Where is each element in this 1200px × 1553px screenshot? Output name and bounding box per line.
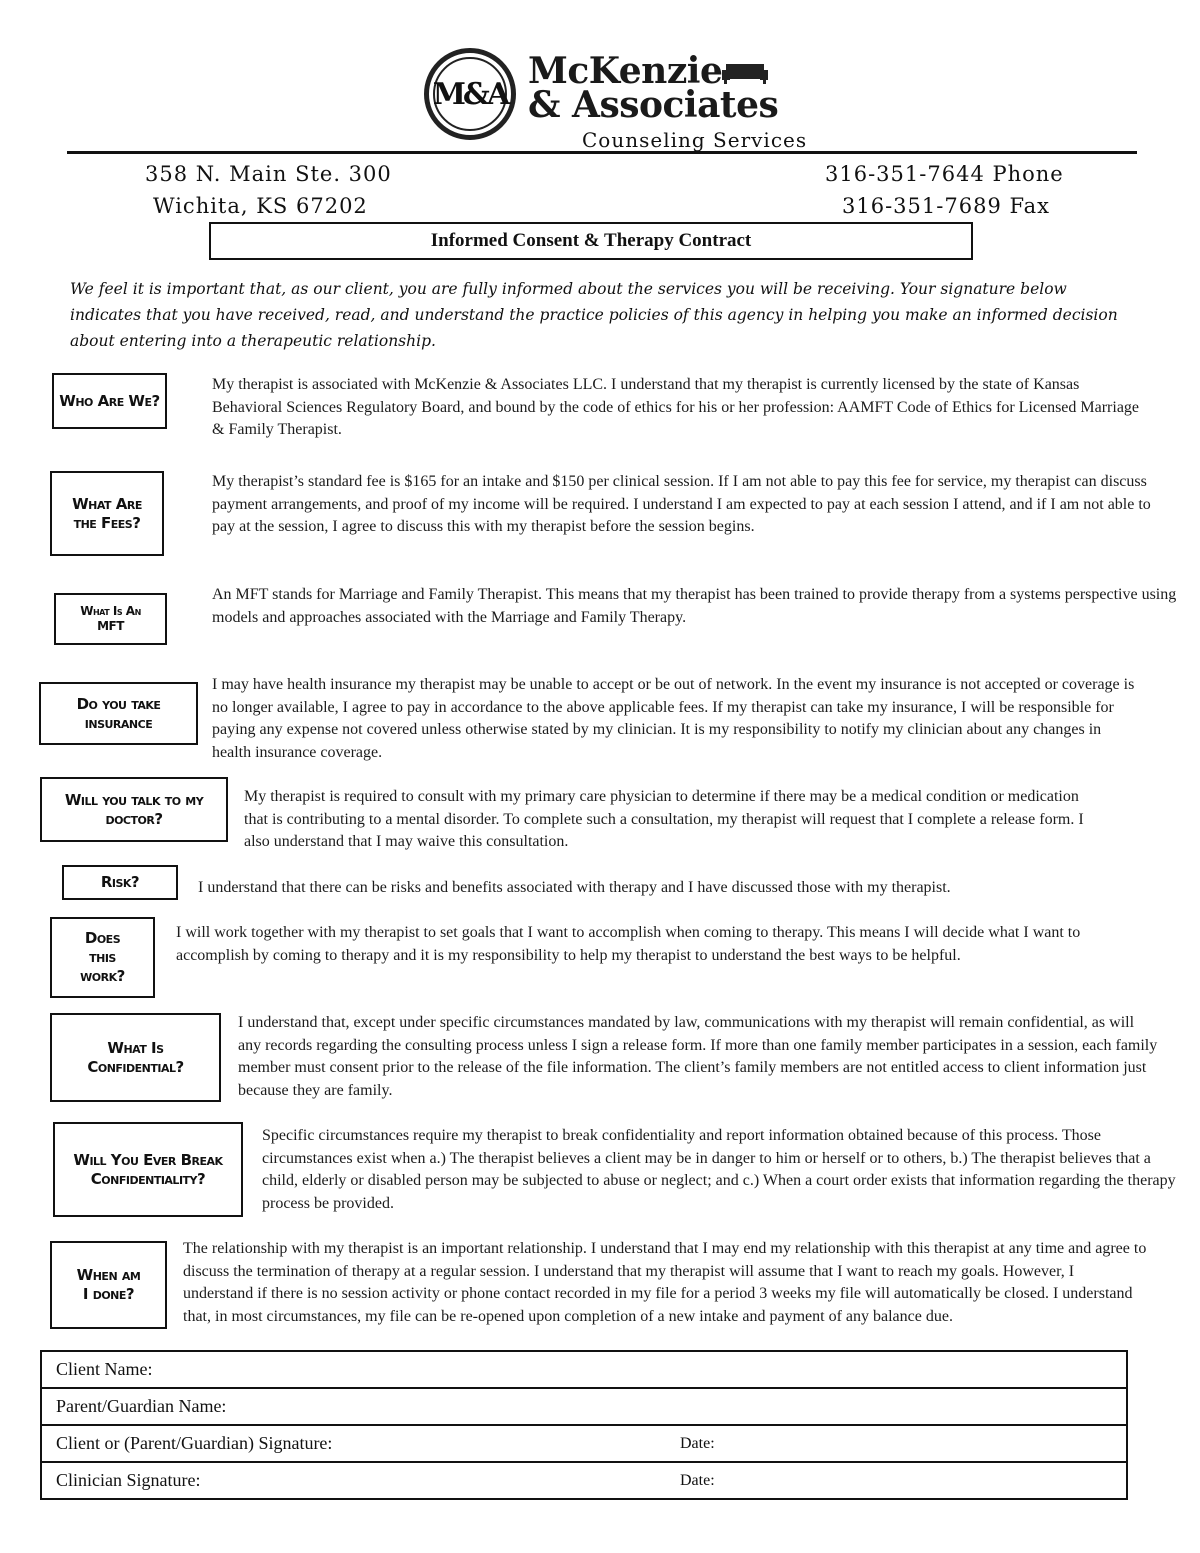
- client-signature-field[interactable]: [41, 1425, 1127, 1462]
- section-text-risk: I understand that there can be risks and benefits associated with therapy and I have discussed those with my therapist.: [198, 879, 951, 896]
- address-line2: Wichita, KS 67202: [153, 194, 368, 218]
- section-label-when-done: When am I done?: [50, 1241, 167, 1329]
- clinician-signature-label: Clinician Signature:: [56, 1470, 201, 1490]
- section-label-insurance: Do you take insurance: [39, 682, 198, 745]
- logo-monogram: M&A: [433, 57, 507, 131]
- section-text-mft: An MFT stands for Marriage and Family Therapist. This means that my therapist has been trained to provide therapy from a systems perspective using models and approaches associated with the Marriage and Family Therapy.: [212, 586, 1177, 626]
- section-label-does-this-work: Does this work?: [50, 917, 155, 998]
- section-label-confidential: What Is Confidential?: [50, 1013, 221, 1102]
- client-signature-label: Client or (Parent/Guardian) Signature:: [56, 1433, 333, 1453]
- section-label-who: Who Are We?: [52, 373, 167, 429]
- clinician-signature-row: [41, 1462, 1127, 1499]
- section-text-when-done: The relationship with my therapist is an important relationship. I understand that I may end my relationship with this therapist at any time and agree to discuss the termination of therapy at a regular session. I understand that my therapist will assume that I want to reach my goals. However, I understand if there is no session activity or phone contact recorded in my file for a period 3 weeks my file will automatically be closed. I understand that, in most circumstances, my file can be re-opened upon completion of a new intake and payment of any balance due.: [183, 1240, 1147, 1325]
- logo-line2: & Associates: [528, 84, 779, 126]
- section-text-fees: My therapist’s standard fee is $165 for an intake and $150 per clinical session. If I am not able to pay this fee for service, my therapist can discuss payment arrangements, and proof of my income will be required. I understand I am expected to pay at each session I attend, and if I am not able to pay at the session, I agree to discuss this with my therapist before the session begins.: [212, 473, 1151, 535]
- client-date-label: Date:: [680, 1434, 715, 1452]
- section-text-break-confidentiality: Specific circumstances require my therapist to break confidentiality and report information obtained because of this process. Those circumstances exist when a.) The therapist believes a client may be in danger to him or herself or to others, b.) The therapist believes that a child, elderly or disabled person may be subjected to abuse or neglect; and c.) When a court order exists that information regarding the therapy process be provided.: [262, 1127, 1176, 1212]
- signature-table: [40, 1350, 1128, 1500]
- intro-paragraph: We feel it is important that, as our client, you are fully informed about the services you will be receiving. Your signature below indicates that you have received, read, and understand the practice policies of this agency in helping you make an informed decision about entering into a therapeutic relationship.: [70, 280, 1118, 350]
- section-text-who: My therapist is associated with McKenzie & Associates LLC. I understand that my therapist is currently licensed by the state of Kansas Behavioral Sciences Regulatory Board, and bound by the code of ethics for his or her profession: AAMFT Code of Ethics for Licensed Marriage & Family Therapist.: [212, 376, 1140, 438]
- sofa-icon: [722, 62, 768, 84]
- logo-line1: McKenzie: [528, 50, 723, 92]
- address-line1: 358 N. Main Ste. 300: [145, 162, 392, 186]
- phone-number: 316-351-7644 Phone: [825, 162, 1064, 186]
- section-text-does-this-work: I will work together with my therapist to set goals that I want to accomplish when coming to therapy. This means I will decide what I want to accomplish by coming to therapy and it is my responsibility to help my therapist to understand the best ways to be helpful.: [176, 924, 1081, 964]
- section-label-fees: What Are the Fees?: [50, 471, 164, 556]
- section-text-confidential: I understand that, except under specific circumstances mandated by law, communications with my therapist will remain confidential, as will any records regarding the consulting process unless I sign a release form. If more than one family member participates in a session, each family member must consent prior to the release of the file information. The client’s family members are not entitled access to client information just because they are family.: [238, 1014, 1158, 1099]
- section-label-break-confidentiality: Will You Ever Break Confidentiality?: [53, 1122, 243, 1217]
- fax-number: 316-351-7689 Fax: [842, 194, 1050, 218]
- clinician-signature-field[interactable]: [41, 1462, 1127, 1499]
- guardian-name-field[interactable]: [41, 1388, 1127, 1425]
- header-divider: [67, 151, 1137, 154]
- section-label-doctor: Will you talk to my doctor?: [40, 777, 228, 842]
- logo-emblem: [424, 48, 516, 140]
- client-name-field[interactable]: [41, 1351, 1127, 1388]
- client-name-row: [41, 1351, 1127, 1388]
- clinician-date-label: Date:: [680, 1471, 715, 1489]
- logo-subtitle: Counseling Services: [582, 128, 808, 152]
- client-signature-row: [41, 1425, 1127, 1462]
- guardian-name-row: [41, 1388, 1127, 1425]
- section-text-insurance: I may have health insurance my therapist may be unable to accept or be out of network. In the event my insurance is not accepted or coverage is no longer available, I agree to pay in accordance to the above applicable fees. If my therapist can take my insurance, I will be responsible for paying any expense not covered unless otherwise stated by my clinician. It is my responsibility to notify my clinician about any changes in health insurance coverage.: [212, 676, 1135, 761]
- section-text-doctor: My therapist is required to consult with my primary care physician to determine if there may be a medical condition or medication that is contributing to a mental disorder. To complete such a consultation, my therapist will request that I complete a release form. I also understand that I may waive this consultation.: [244, 788, 1084, 850]
- section-label-risk: Risk?: [62, 865, 178, 900]
- section-label-mft: What Is An MFT: [54, 593, 167, 645]
- client-name-label: Client Name:: [56, 1359, 153, 1379]
- guardian-name-label: Parent/Guardian Name:: [56, 1396, 227, 1416]
- document-title: Informed Consent & Therapy Contract: [209, 222, 973, 260]
